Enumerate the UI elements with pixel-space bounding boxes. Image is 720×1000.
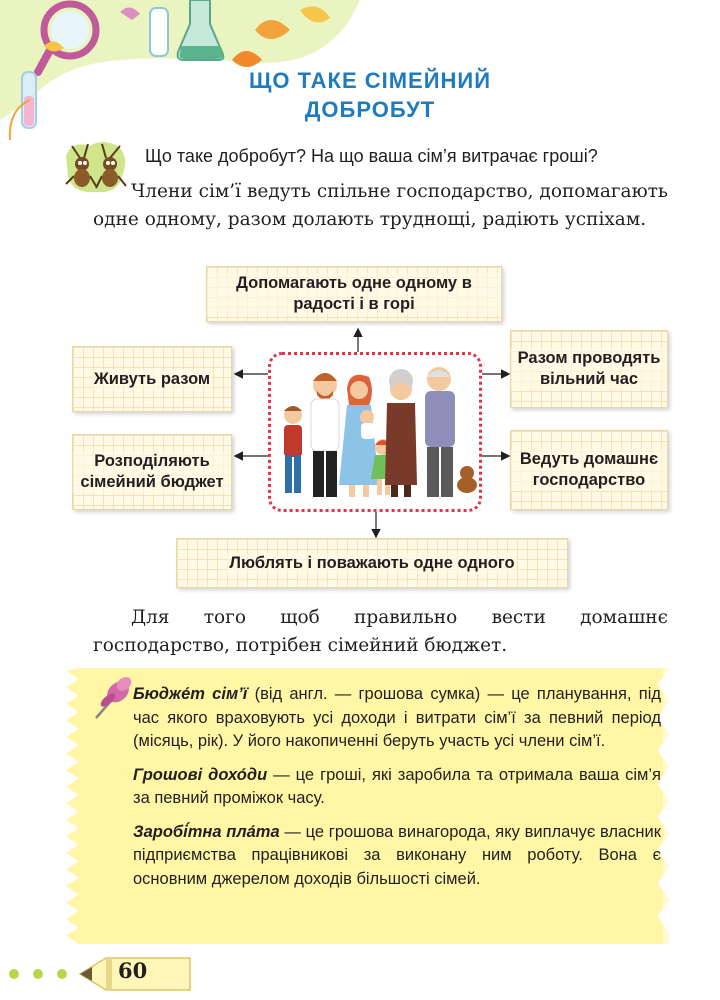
card-share-budget: Розподіляють сімейний бюджет <box>72 434 232 510</box>
definition-salary <box>133 821 661 892</box>
budget-paragraph: Для того щоб правильно вести домашнє господарство, потрібен сімейний бюджет. <box>93 607 668 656</box>
family-frame <box>268 352 482 512</box>
definition-budget <box>133 683 661 754</box>
card-housekeeping: Ведуть домашнє господарство <box>510 430 668 510</box>
title-line-2: ДОБРОБУТ <box>304 97 436 122</box>
term-salary: Заробі́тна пла́та <box>133 822 280 841</box>
family-illustration <box>271 355 479 509</box>
family-diagram <box>0 256 720 596</box>
definition-income-text: — це гроші, які заробила та отримала ваша сім’я за певний проміжок часу. <box>133 765 661 807</box>
definition-income <box>133 764 661 811</box>
card-help-each-other: Допомагають одне одному в радості і в горі <box>206 266 502 322</box>
definition-budget-text: (від англ. — грошова сумка) — це планування, під час якого враховують усі доходи і витрати сім’ї за певний період (місяць, рік). У його накопиченні беруть участь усі члени сім’ї. <box>133 685 661 750</box>
definitions-text <box>133 683 661 901</box>
push-pin-icon <box>86 670 138 724</box>
warmup-question: Що таке добробут? На що ваша сім’я витрачає гроші? <box>145 146 598 166</box>
term-income: Грошові дохо́ди <box>133 765 268 784</box>
intro-paragraph: Члени сім’ї ведуть спільне господарство, допомагають одне одному, разом долають труднощі, радіють успіхам. <box>93 181 668 230</box>
card-live-together: Живуть разом <box>72 346 232 412</box>
card-free-time: Разом проводять вільний час <box>510 330 668 408</box>
title-line-1: ЩО ТАКЕ СІМЕЙНИЙ <box>248 68 492 93</box>
definition-salary-text: — це грошова винагорода, яку виплачує власник підприємства працівникові за виконану ним роботу. Вона є основним джерелом доходів більшості сімей. <box>133 822 661 888</box>
card-love-respect: Люблять і поважають одне одного <box>176 538 568 588</box>
page-title <box>200 66 540 124</box>
term-budget: Бюдже́т сім’ї <box>133 685 248 703</box>
page-number: 60 <box>118 958 148 983</box>
